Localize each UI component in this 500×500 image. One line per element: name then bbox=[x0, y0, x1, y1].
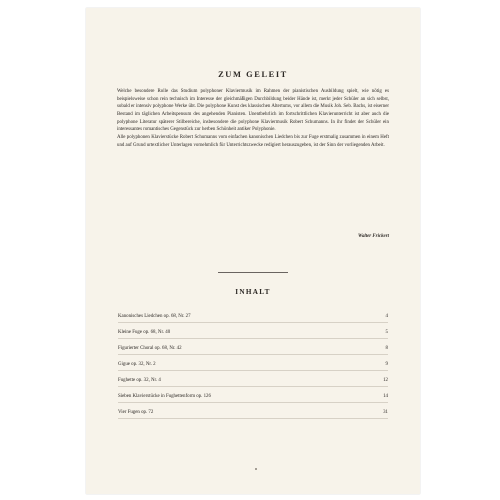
toc-entry-page: 14 bbox=[383, 394, 388, 399]
foreword-paragraph: Alle polyphonen Klavierstücke Robert Schumanns vom einfachen kanonischen Liedchen bis zur Fuge erstmalig zusammen in einem Heft und auf Grund urtextlicher Unterlagen vornehmlich für Unterrichtszwecke redigiert herauszugeben, ist der Sinn der vorliegenden Arbeit. bbox=[117, 134, 389, 148]
foreword-heading: ZUM GELEIT bbox=[218, 70, 288, 79]
contents-heading: INHALT bbox=[235, 288, 271, 296]
toc-entry bbox=[118, 387, 388, 403]
toc-entry-title: Kleine Fuge op. 68, Nr. 40 bbox=[118, 330, 171, 335]
foreword-text bbox=[117, 88, 389, 149]
section-divider bbox=[218, 272, 288, 273]
toc-entry bbox=[118, 403, 388, 419]
foreword-paragraph: Welche besondere Rolle das Studium polyphoner Klaviermusik im Rahmen der pianistischen Ausbildung spielt, wie nötig es beispielsweise schon rein technisch im Interesse der gleichmäßigen Durchbildung beider Hände ist, merkt jeder Schüler an sich selbst, sobald er intensiv polyphone Werke übt. Die polyphone Kunst des klassischen Altertums, vor allem die Musik Joh. Seb. Bachs, ist eiserner Bestand im täglichen Arbeitspensum des angehenden Pianisten. Unentbehrlich im fortschrittlichen Klavierunterricht ist aber auch die polyphone Literatur späterer Stilbereiche, insbesondere die polyphone Klaviermusik Robert Schumanns. In ihr findet der Schüler ein interessantes romantisches Gegenstück zur herben Schönheit antiker Polyphonie. bbox=[117, 89, 389, 133]
toc-entry-title: Vier Fugen op. 72 bbox=[118, 410, 154, 415]
toc-entry-page: 5 bbox=[385, 330, 388, 335]
toc-entry bbox=[118, 307, 388, 323]
toc-entry-page: 12 bbox=[383, 378, 388, 383]
toc-entry-page: 31 bbox=[383, 410, 388, 415]
table-of-contents bbox=[118, 307, 388, 419]
book-page bbox=[86, 8, 420, 494]
author-signature: Walter Frickert bbox=[357, 234, 389, 239]
toc-entry-title: Kanonisches Liedchen op. 68, Nr. 27 bbox=[118, 314, 191, 319]
page-speck bbox=[255, 468, 257, 470]
toc-entry bbox=[118, 339, 388, 355]
toc-entry-title: Figurierter Choral op. 68, Nr. 42 bbox=[118, 346, 182, 351]
toc-entry bbox=[118, 355, 388, 371]
toc-entry bbox=[118, 371, 388, 387]
toc-entry bbox=[118, 323, 388, 339]
toc-entry-title: Fughette op. 32, Nr. 4 bbox=[118, 378, 161, 383]
toc-entry-title: Sieben Klavierstücke in Fughettenform op. 126 bbox=[118, 394, 211, 399]
toc-entry-page: 9 bbox=[385, 362, 388, 367]
toc-entry-page: 8 bbox=[385, 346, 388, 351]
toc-entry-title: Gigue op. 32, Nr. 2 bbox=[118, 362, 156, 367]
toc-entry-page: 4 bbox=[385, 314, 388, 319]
